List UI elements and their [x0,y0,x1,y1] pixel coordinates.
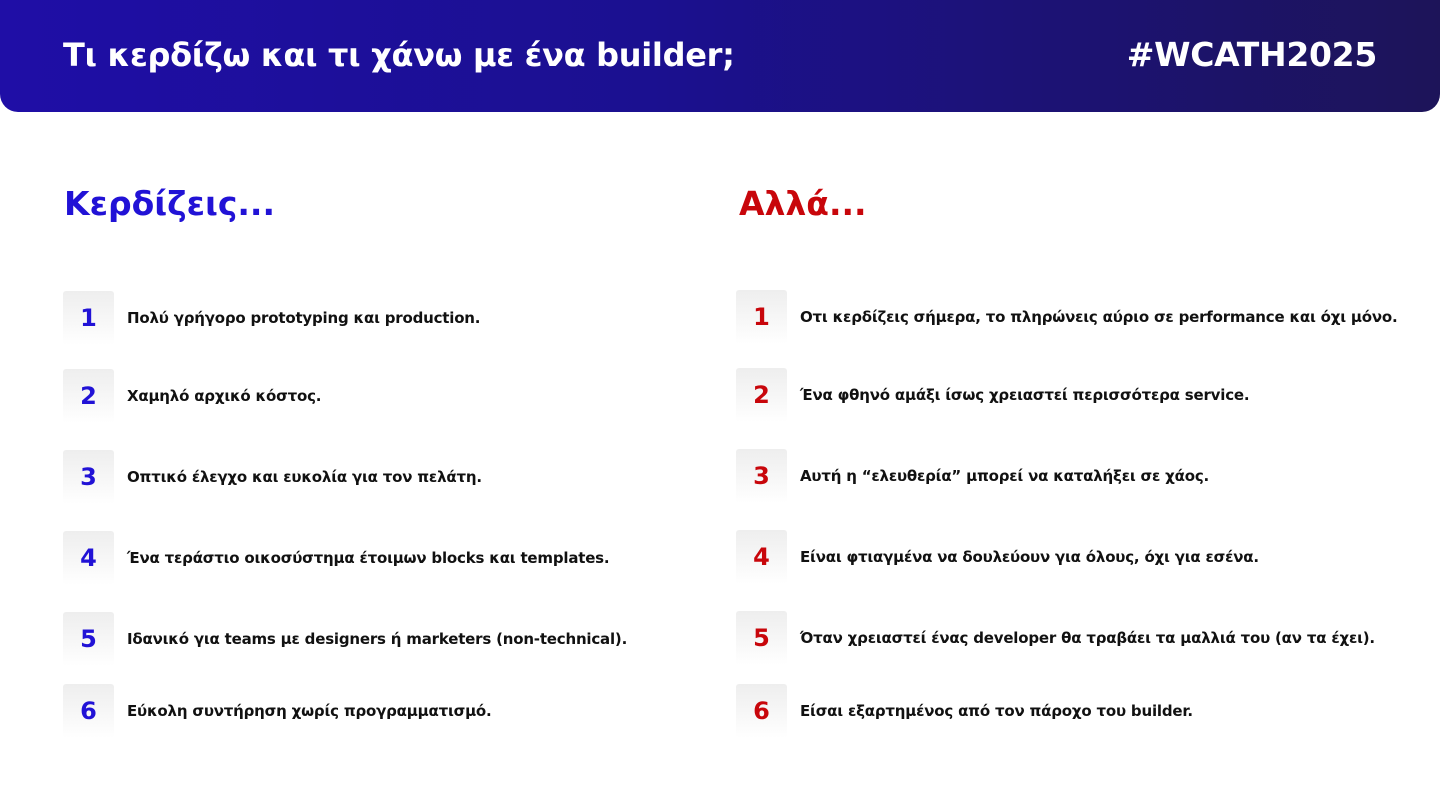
cons-item-text: Ένα φθηνό αμάξι ίσως χρειαστεί περισσότερα service. [800,386,1250,404]
pros-item-text: Πολύ γρήγορο prototyping και production. [127,309,481,327]
pros-item-3 [63,450,482,504]
pros-item-number: 1 [63,291,114,345]
pros-item-2 [63,369,321,423]
pros-item-number: 4 [63,531,114,585]
cons-item-number: 1 [736,290,787,344]
cons-item-number: 6 [736,684,787,738]
cons-item-4 [736,530,1259,584]
pros-heading: Κερδίζεις... [64,184,275,223]
cons-item-number: 2 [736,368,787,422]
cons-item-6 [736,684,1193,738]
pros-item-number: 5 [63,612,114,666]
pros-item-text: Οπτικό έλεγχο και ευκολία για τον πελάτη. [127,468,482,486]
cons-item-text: Αυτή η “ελευθερία” μπορεί να καταλήξει σε χάος. [800,467,1210,485]
cons-item-text: Όταν χρειαστεί ένας developer θα τραβάει τα μαλλιά του (αν τα έχει). [800,629,1375,647]
pros-item-number: 3 [63,450,114,504]
page-title: Τι κερδίζω και τι χάνω με ένα builder; [63,36,735,74]
pros-item-number: 2 [63,369,114,423]
cons-item-number: 5 [736,611,787,665]
pros-item-6 [63,684,492,738]
cons-heading: Αλλά... [739,184,867,223]
pros-item-5 [63,612,627,666]
cons-item-number: 3 [736,449,787,503]
event-hashtag: #WCATH2025 [1126,35,1377,74]
cons-item-text: Οτι κερδίζεις σήμερα, το πληρώνεις αύριο σε performance και όχι μόνο. [800,308,1398,326]
pros-item-text: Χαμηλό αρχικό κόστος. [127,387,322,405]
header-bar [0,0,1440,112]
pros-item-text: Ένα τεράστιο οικοσύστημα έτοιμων blocks και templates. [127,549,610,567]
cons-item-number: 4 [736,530,787,584]
pros-item-1 [63,291,480,345]
cons-item-text: Είσαι εξαρτημένος από τον πάροχο του builder. [800,702,1193,720]
cons-item-text: Είναι φτιαγμένα να δουλεύουν για όλους, όχι για εσένα. [800,548,1259,566]
cons-item-3 [736,449,1209,503]
pros-item-4 [63,531,609,585]
pros-item-text: Εύκολη συντήρηση χωρίς προγραμματισμό. [127,702,492,720]
cons-item-1 [736,290,1398,344]
pros-item-text: Ιδανικό για teams με designers ή marketers (non-technical). [127,630,628,648]
pros-item-number: 6 [63,684,114,738]
cons-item-2 [736,368,1249,422]
cons-item-5 [736,611,1375,665]
